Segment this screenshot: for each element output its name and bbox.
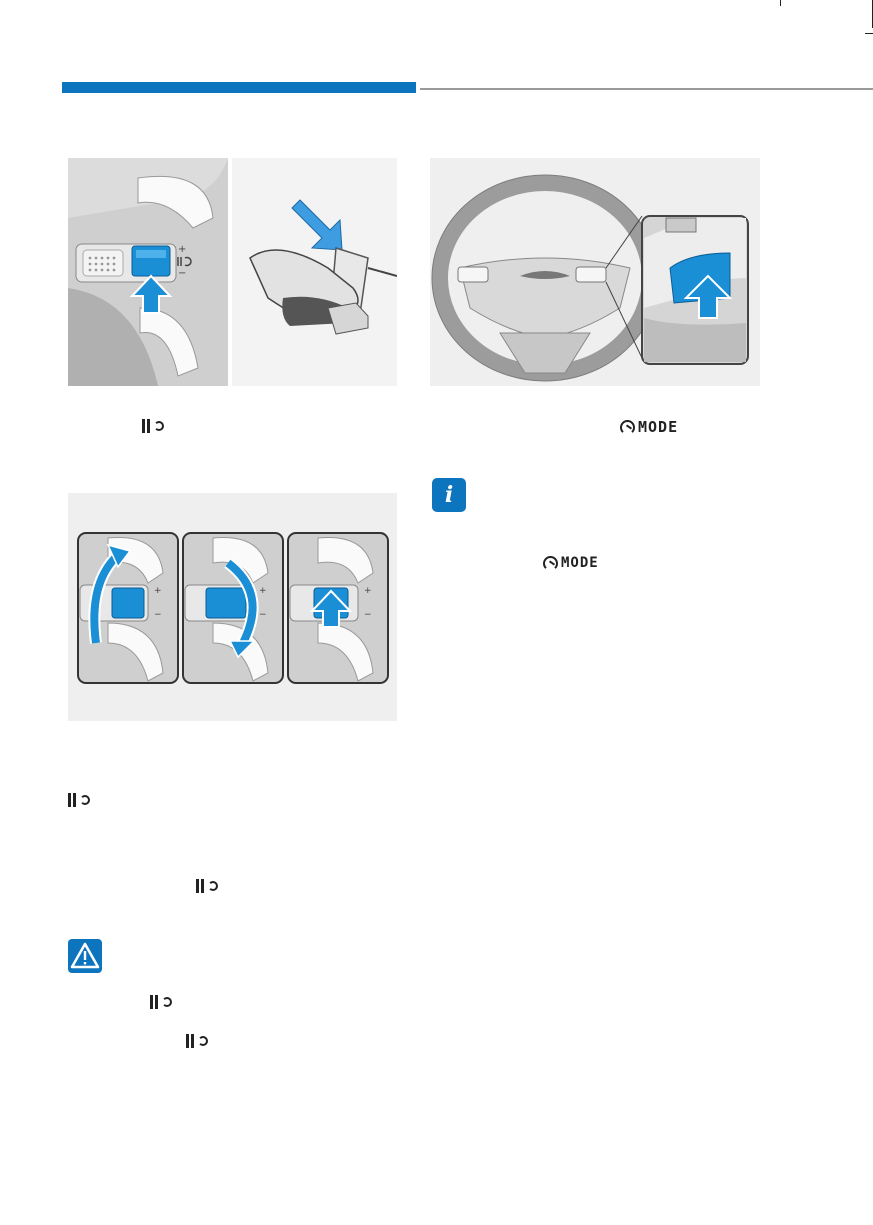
crop-mark-top xyxy=(780,0,781,6)
pause-resume-icon xyxy=(142,419,164,433)
section-header-rule xyxy=(420,88,873,90)
pause-resume-icon xyxy=(186,1034,208,1048)
pause-resume-icon xyxy=(196,879,218,893)
figure-steering-wheel-mode xyxy=(430,158,760,386)
svg-text:−: − xyxy=(364,610,372,620)
drive-mode-icon-note xyxy=(543,555,599,571)
gauge-icon xyxy=(620,420,635,435)
gauge-icon xyxy=(543,556,558,571)
svg-text:+: + xyxy=(259,586,267,596)
figure-switch-and-brake xyxy=(68,158,397,386)
switch-operations-illustration xyxy=(68,493,397,721)
svg-text:−: − xyxy=(154,610,162,620)
warning-triangle-icon xyxy=(68,939,102,973)
pause-resume-icon xyxy=(68,793,90,807)
crop-mark-rule xyxy=(865,33,873,34)
panel-up xyxy=(78,533,178,683)
info-icon: i xyxy=(432,478,466,512)
pause-resume-icon xyxy=(150,995,172,1009)
svg-text:−: − xyxy=(259,610,267,620)
steering-wheel-illustration xyxy=(430,158,760,386)
panel-down xyxy=(183,533,283,683)
switch-brake-illustration xyxy=(68,158,397,386)
figure-switch-operations xyxy=(68,493,397,721)
mode-label: MODE xyxy=(638,418,679,436)
svg-text:+: + xyxy=(154,586,162,596)
svg-text:+: + xyxy=(178,244,187,255)
svg-text:−: − xyxy=(178,268,187,279)
svg-text:+: + xyxy=(364,586,372,596)
drive-mode-icon xyxy=(620,418,678,436)
panel-press xyxy=(288,533,388,683)
section-header-bar xyxy=(62,82,416,93)
mode-label-note: MODE xyxy=(561,555,599,571)
warning-icon xyxy=(68,939,102,973)
